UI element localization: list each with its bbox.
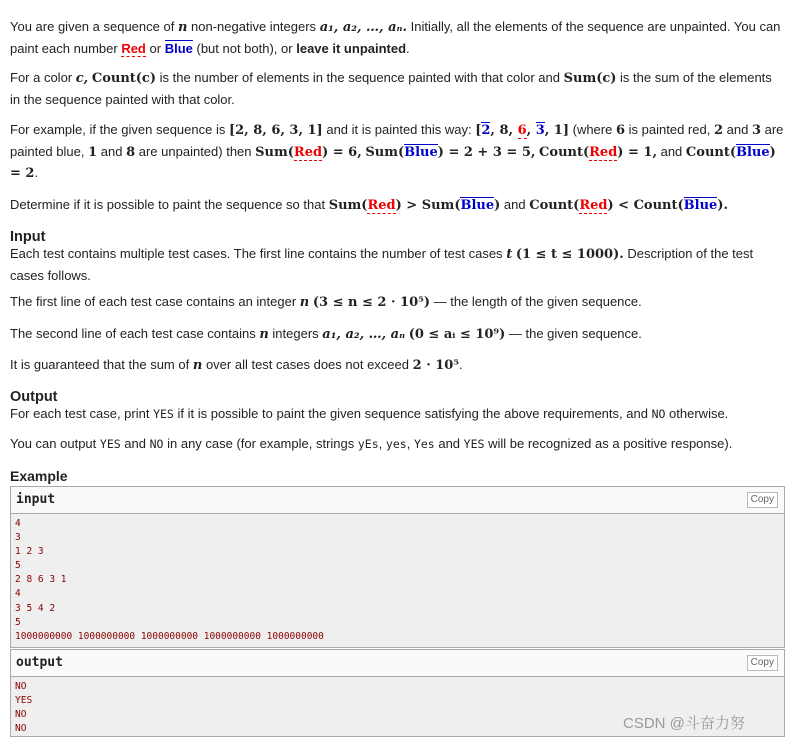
math: , [526, 123, 536, 138]
math: ) = 1, [617, 144, 657, 160]
red-label: Red [589, 144, 618, 160]
text: . [459, 357, 463, 372]
math: ) = 2 [10, 144, 776, 181]
math: 6 [615, 123, 626, 138]
example-input-text: 4 3 1 2 3 5 2 8 6 3 1 4 3 5 4 2 5 1000000000 1000000000 1000000000 1000000000 1000000000 [15, 518, 324, 642]
text: For a color [10, 70, 73, 85]
text: . [406, 40, 410, 56]
math: 3 [751, 123, 761, 138]
example-heading: Example [10, 468, 68, 484]
blue-label: Blue [736, 144, 770, 160]
blue-label: Blue [164, 40, 193, 56]
text: in any case (for example, strings [167, 436, 355, 451]
math: 2 · 10⁵ [412, 358, 460, 373]
text: (but not both), or [196, 40, 293, 56]
code-token: NO [149, 437, 164, 451]
math [539, 145, 657, 161]
text: For each test case, print [10, 406, 150, 421]
math: Sum( [255, 144, 294, 160]
math: 1 [88, 144, 98, 160]
code-token: yes [385, 437, 407, 451]
count-sum-paragraph [10, 68, 784, 110]
input-paragraph-4 [10, 355, 463, 377]
math: Count( [529, 198, 580, 213]
math: c, [75, 71, 89, 86]
text: — the given sequence. [508, 326, 642, 341]
text: or [149, 40, 162, 56]
example-input-header [11, 487, 784, 514]
copy-output-button[interactable]: Copy [747, 655, 778, 671]
math: [ [475, 123, 482, 138]
math: , 8, [490, 123, 518, 138]
code-token: YES [99, 437, 121, 451]
red-label: Red [121, 40, 146, 56]
math: ). [717, 198, 728, 213]
math: Count(c) [91, 71, 156, 86]
text: and it is painted this way: [326, 122, 472, 137]
math: t [506, 247, 513, 262]
blue-label: Blue [683, 198, 718, 213]
watermark: CSDN @斗奋力努 [623, 715, 745, 732]
text: Each test contains multiple test cases. The first line contains the number of test cases [10, 246, 503, 261]
example-explanation-paragraph [10, 120, 784, 185]
math [529, 197, 728, 214]
math: n [192, 358, 203, 373]
output-heading: Output [10, 389, 58, 405]
copy-input-button[interactable]: Copy [747, 492, 778, 508]
text: and [100, 143, 123, 159]
math: ) = 2 + 3 = 5, [437, 144, 536, 160]
code-token: Yes [413, 437, 435, 451]
math: 8 [126, 144, 136, 160]
text: , [406, 436, 411, 451]
output-paragraph-2 [10, 434, 732, 455]
text: non-negative integers [191, 19, 317, 34]
code-token: YES [153, 407, 174, 421]
math: , 1] [544, 123, 569, 138]
text: You can output [10, 436, 97, 451]
text: — the length of the given sequence. [433, 294, 642, 309]
code-token: yEs [357, 437, 379, 451]
text: is the sum of the elements in the sequence painted with that color. [10, 70, 772, 107]
text: Description of the test cases follows. [10, 246, 754, 283]
math: Sum(c) [563, 71, 617, 86]
red-label: Red [579, 198, 608, 213]
code-token: NO [651, 407, 666, 421]
text: is the number of elements in the sequence painted with that color and [159, 70, 560, 85]
text: and [124, 436, 146, 451]
math: Sum( [365, 144, 405, 160]
math: (0 ≤ aᵢ ≤ 10⁹) [408, 327, 506, 342]
math: 2 [713, 123, 723, 138]
text: are unpainted) then [138, 143, 252, 159]
text: (where [572, 122, 613, 137]
input-paragraph-1 [10, 244, 784, 286]
text: The first line of each test case contains an integer [10, 294, 297, 309]
input-paragraph-3 [10, 324, 642, 346]
text: Initially, all the elements of the sequence are unpainted. You can paint each number [10, 19, 781, 56]
example-input-title: input [16, 492, 56, 507]
text: The second line of each test case contains [10, 326, 256, 341]
math [365, 144, 535, 160]
math: ) [494, 198, 501, 213]
text: if it is possible to paint the given sequence satisfying the above requirements, and [177, 406, 648, 421]
math: Sum( [328, 198, 368, 213]
task-paragraph [10, 195, 728, 217]
text: and [438, 436, 461, 451]
math: ) = 6, [322, 144, 362, 160]
legend-paragraph [10, 17, 784, 59]
example-input-box [10, 486, 785, 648]
math: a₁, a₂, …, aₙ [322, 327, 406, 342]
math: [2, 8, 6, 3, 1] [228, 123, 323, 138]
math: a₁, a₂, …, aₙ. [319, 20, 407, 35]
text: leave it unpainted [296, 40, 407, 56]
text: is painted red, [628, 122, 711, 137]
input-heading: Input [10, 229, 46, 245]
input-paragraph-2 [10, 292, 642, 314]
red-label: Red [293, 144, 323, 160]
text: over all test cases does not exceed [205, 357, 409, 372]
math: Count( [685, 144, 736, 160]
text: . [34, 165, 39, 180]
math [329, 197, 501, 214]
math: n [177, 20, 188, 35]
math: n [299, 295, 310, 310]
math [475, 122, 569, 139]
math: (1 ≤ t ≤ 1000). [515, 247, 624, 262]
text: otherwise. [669, 406, 729, 421]
math: ) > Sum( [395, 198, 461, 213]
example-output-text: NO YES NO NO [15, 681, 33, 735]
blue-label: Blue [404, 144, 438, 160]
blue-value: 3 [535, 123, 545, 138]
example-output-title: output [16, 655, 63, 670]
text: and [660, 143, 683, 159]
text: For example, if the given sequence is [10, 122, 226, 137]
text: will be recognized as a positive response). [488, 436, 733, 451]
text: and [726, 122, 749, 137]
math: ) < Count( [607, 198, 684, 213]
text: Determine if it is possible to paint the sequence so that [10, 197, 326, 212]
math: (3 ≤ n ≤ 2 · 10⁵) [312, 295, 430, 310]
output-paragraph-1 [10, 404, 728, 425]
red-value: 6 [517, 123, 527, 138]
text: integers [272, 326, 319, 341]
math: Count( [539, 144, 590, 160]
example-output-header [11, 650, 784, 677]
text: , [378, 436, 383, 451]
text: You are given a sequence of [10, 19, 175, 34]
text: It is guaranteed that the sum of [10, 357, 190, 372]
text: are painted blue, [10, 122, 784, 159]
blue-value: 2 [481, 123, 491, 138]
math [255, 145, 362, 161]
math: n [259, 327, 269, 342]
blue-label: Blue [460, 198, 495, 213]
text: and [503, 197, 526, 212]
red-label: Red [367, 198, 396, 213]
code-token: YES [463, 437, 485, 451]
